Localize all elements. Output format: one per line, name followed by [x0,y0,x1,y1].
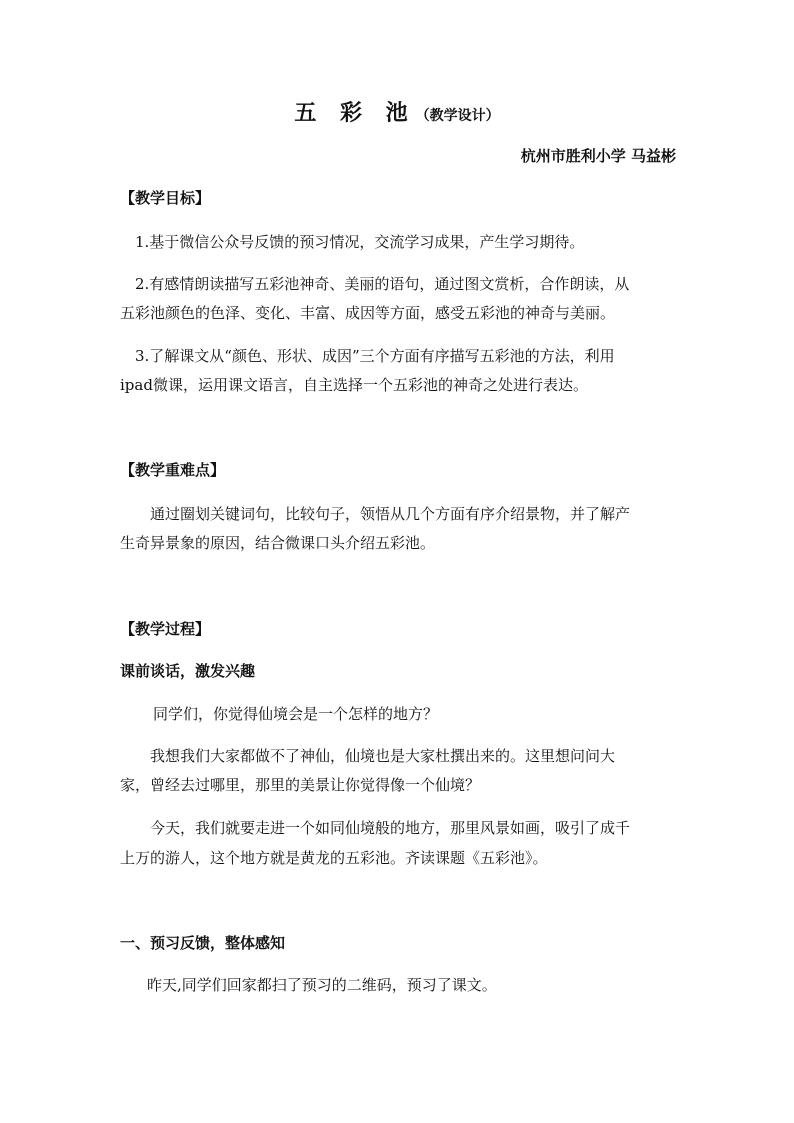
section-1-heading: 一、预习反馈，整体感知 [120,934,286,952]
paragraph-4: 昨天,同学们回家都扫了预习的二维码，预习了课文。 [147,976,497,994]
paragraph-2-line-2: 家，曾经去过哪里，那里的美景让你觉得像一个仙境？ [120,776,481,794]
process-heading: 【教学过程】 [120,620,211,638]
goal-2-line-1: 2.有感情朗读描写五彩池神奇、美丽的语句，通过图文赏析，合作朗读，从 [135,275,630,293]
paragraph-3-line-1: 今天，我们就要走进一个如同仙境般的地方，那里风景如画，吸引了成千 [150,819,631,837]
document-title [0,96,794,127]
title-subtitle: （教学设计） [415,108,500,124]
paragraph-1: 同学们，你觉得仙境会是一个怎样的地方？ [153,705,439,723]
author-line: 杭州市胜利小学 马益彬 [520,147,676,165]
title-main: 五 彩 池 [294,100,416,126]
paragraph-2-line-1: 我想我们大家都做不了神仙，仙境也是大家杜撰出来的。这里想问问大 [150,747,616,765]
goal-3-line-2: ipad微课，运用课文语言，自主选择一个五彩池的神奇之处进行表达。 [120,376,588,394]
goal-2-line-2: 五彩池颜色的色泽、变化、丰富、成因等方面，感受五彩池的神奇与美丽。 [120,304,616,322]
goal-1: 1.基于微信公众号反馈的预习情况，交流学习成果，产生学习期待。 [135,233,585,251]
intro-heading: 课前谈话，激发兴趣 [120,662,256,680]
key-points-heading: 【教学重难点】 [120,461,226,479]
goals-heading: 【教学目标】 [120,189,211,207]
key-points-line-2: 生奇异景象的原因，结合微课口头介绍五彩池。 [120,534,436,552]
key-points-line-1: 通过圈划关键词句，比较句子，领悟从几个方面有序介绍景物，并了解产 [150,505,631,523]
goal-3-line-1: 3.了解课文从“颜色、形状、成因”三个方面有序描写五彩池的方法，利用 [135,347,615,365]
paragraph-3-line-2: 上万的游人，这个地方就是黄龙的五彩池。齐读课题《五彩池》。 [120,849,548,867]
